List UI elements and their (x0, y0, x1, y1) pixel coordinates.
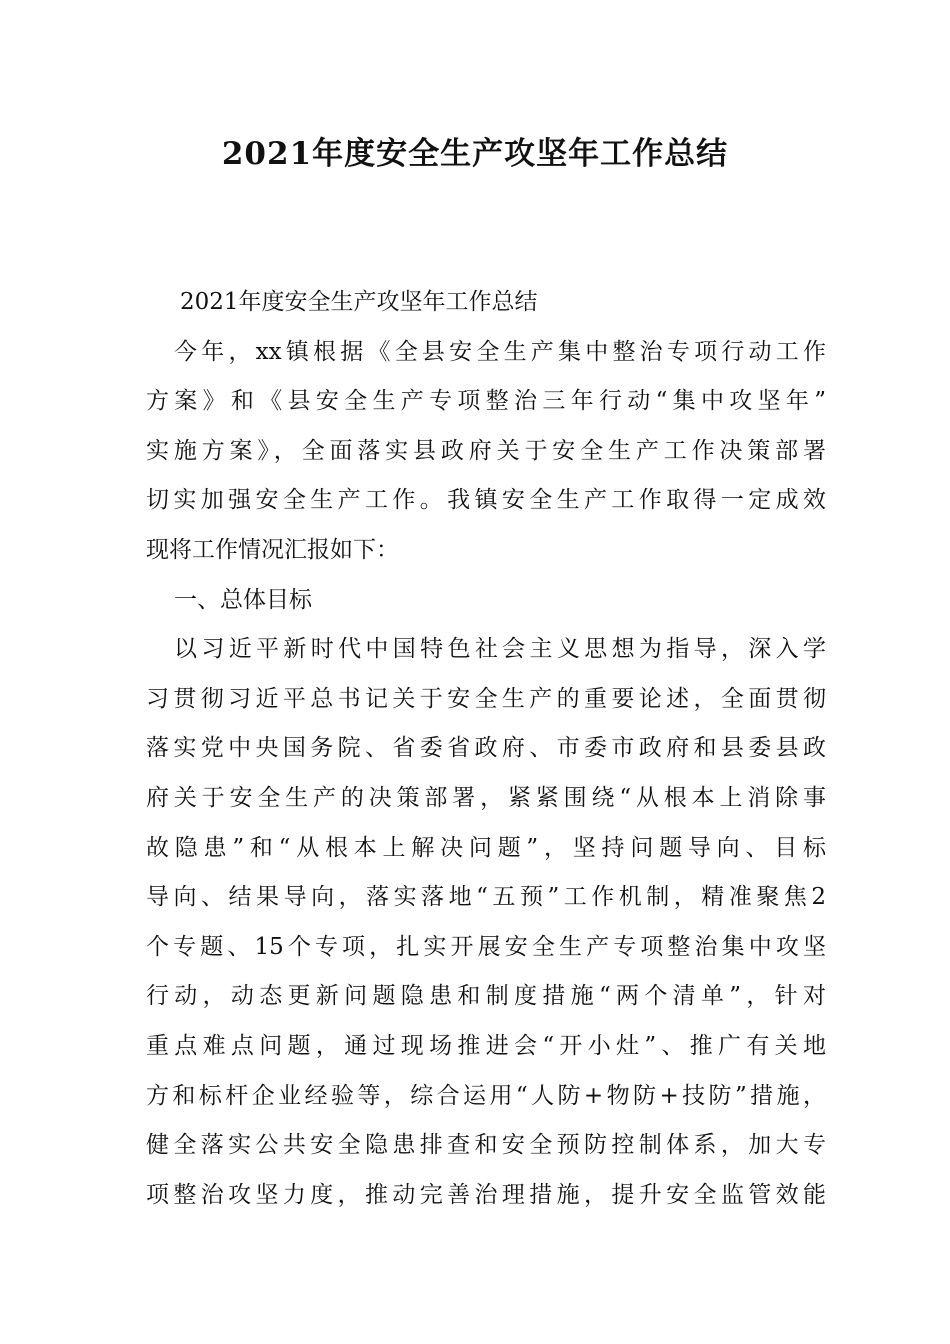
document-body (146, 278, 826, 1220)
body-line: 习贯彻习近平总书记关于安全生产的重要论述，全面贯彻 (146, 685, 826, 712)
section-heading: 一、总体目标 (174, 586, 312, 613)
body-line: 方案》和《县安全生产专项整治三年行动“集中攻坚年” (146, 388, 826, 415)
body-line: 方和标杆企业经验等，综合运用“人防+物防+技防”措施， (146, 1082, 826, 1109)
body-line: 个专题、15个专项，扎实开展安全生产专项整治集中攻坚 (146, 933, 826, 960)
body-line: 重点难点问题，通过现场推进会“开小灶”、推广有关地 (146, 1032, 826, 1059)
body-line: 府关于安全生产的决策部署，紧紧围绕“从根本上消除事 (146, 784, 826, 811)
body-subtitle-line: 2021年度安全生产攻坚年工作总结 (180, 289, 538, 315)
body-line: 实施方案》，全面落实县政府关于安全生产工作决策部署 (146, 437, 826, 464)
body-line: 导向、结果导向，落实落地“五预”工作机制，精准聚焦2 (146, 884, 826, 911)
body-line: 项整治攻坚力度，推动完善治理措施，提升安全监管效能 (146, 1181, 826, 1208)
document-title: 2021年度安全生产攻坚年工作总结 (221, 136, 729, 172)
body-line: 落实党中央国务院、省委省政府、市委市政府和县委县政 (146, 735, 826, 762)
body-line: 今年，xx镇根据《全县安全生产集中整治专项行动工作 (174, 338, 826, 365)
body-line: 切实加强安全生产工作。我镇安全生产工作取得一定成效 (146, 487, 826, 514)
body-line: 行动，动态更新问题隐患和制度措施“两个清单”，针对 (146, 983, 826, 1010)
body-line: 故隐患”和“从根本上解决问题”，坚持问题导向、目标 (146, 834, 826, 861)
body-line: 现将工作情况汇报如下： (146, 536, 399, 563)
body-line: 以习近平新时代中国特色社会主义思想为指导，深入学 (174, 636, 826, 663)
body-line: 健全落实公共安全隐患排查和安全预防控制体系，加大专 (146, 1132, 826, 1159)
